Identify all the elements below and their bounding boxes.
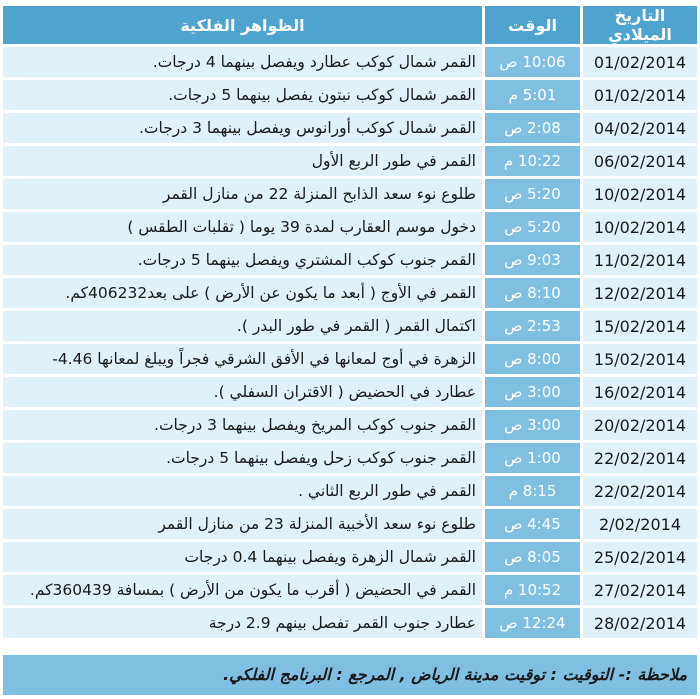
table-row [3,212,697,242]
time-cell: 10:06 ص [485,47,580,77]
table-row [3,410,697,440]
event-cell: طلوع نوء سعد الذابح المنزلة 22 من منازل القمر [3,179,482,209]
table-row [3,608,697,638]
table-row [3,542,697,572]
time-cell: 10:22 م [485,146,580,176]
table-row [3,80,697,110]
table-row [3,47,697,77]
date-cell: 06/02/2014 [583,146,697,176]
date-cell: 27/02/2014 [583,575,697,605]
time-cell: 5:01 م [485,80,580,110]
event-cell: القمر شمال كوكب نبتون يفصل بينهما 5 درجات. [3,80,482,110]
table-row [3,245,697,275]
event-cell: اكتمال القمر ( القمر في طور البدر ). [3,311,482,341]
time-cell: 1:00 ص [485,443,580,473]
event-cell: القمر جنوب كوكب المريخ ويفصل بينهما 3 درجات. [3,410,482,440]
time-cell: 8:15 م [485,476,580,506]
time-cell: 12:24 ص [485,608,580,638]
time-cell: 8:05 ص [485,542,580,572]
event-cell: القمر جنوب كوكب المشتري ويفصل بينهما 5 درجات. [3,245,482,275]
event-cell: عطارد في الحضيض ( الاقتران السفلي ). [3,377,482,407]
date-cell: 04/02/2014 [583,113,697,143]
time-cell: 5:20 ص [485,179,580,209]
table-row [3,179,697,209]
header-row [3,6,697,44]
table-row [3,443,697,473]
time-cell: 4:45 ص [485,509,580,539]
table-row [3,509,697,539]
footnote: ملاحظة :- التوقيت : توقيت مدينة الرياض , المرجع : البرنامج الفلكي. [3,655,697,695]
table-row [3,377,697,407]
time-cell: 10:52 م [485,575,580,605]
date-cell: 16/02/2014 [583,377,697,407]
table-body [3,47,697,638]
table-row [3,476,697,506]
table-row [3,278,697,308]
time-cell: 5:20 ص [485,212,580,242]
date-cell: 22/02/2014 [583,443,697,473]
event-cell: عطارد جنوب القمر تفصل بينهم 2.9 درجة [3,608,482,638]
event-cell: القمر في الأوج ( أبعد ما يكون عن الأرض ) على بعد406232كم. [3,278,482,308]
date-cell: 01/02/2014 [583,80,697,110]
astronomy-events-table [0,3,700,641]
event-cell: دخول موسم العقارب لمدة 39 يوما ( تقلبات الطقس ) [3,212,482,242]
time-cell: 2:08 ص [485,113,580,143]
date-cell: 15/02/2014 [583,311,697,341]
header-event: الظواهر الفلكية [3,6,482,44]
event-cell: القمر في الحضيض ( أقرب ما يكون من الأرض ) بمسافة 360439كم. [3,575,482,605]
time-cell: 8:10 ص [485,278,580,308]
date-cell: 12/02/2014 [583,278,697,308]
table-row [3,344,697,374]
table-row [3,575,697,605]
header-time: الوقت [485,6,580,44]
date-cell: 2/02/2014 [583,509,697,539]
date-cell: 11/02/2014 [583,245,697,275]
header-date: التاريخ الميلادي [583,6,697,44]
date-cell: 28/02/2014 [583,608,697,638]
time-cell: 9:03 ص [485,245,580,275]
event-cell: القمر شمال كوكب عطارد ويفصل بينهما 4 درجات. [3,47,482,77]
table-row [3,146,697,176]
date-cell: 10/02/2014 [583,179,697,209]
date-cell: 20/02/2014 [583,410,697,440]
table-row [3,311,697,341]
date-cell: 01/02/2014 [583,47,697,77]
time-cell: 3:00 ص [485,410,580,440]
date-cell: 15/02/2014 [583,344,697,374]
event-cell: القمر شمال الزهرة ويفصل بينهما 0.4 درجات [3,542,482,572]
date-cell: 22/02/2014 [583,476,697,506]
date-cell: 10/02/2014 [583,212,697,242]
event-cell: القمر شمال كوكب أورانوس ويفصل بينهما 3 درجات. [3,113,482,143]
event-cell: طلوع نوء سعد الأخبية المنزلة 23 من منازل القمر [3,509,482,539]
time-cell: 3:00 ص [485,377,580,407]
date-cell: 25/02/2014 [583,542,697,572]
event-cell: القمر في طور الربع الثاني . [3,476,482,506]
event-cell: القمر جنوب كوكب زحل ويفصل بينهما 5 درجات. [3,443,482,473]
table-row [3,113,697,143]
event-cell: الزهرة في أوج لمعانها في الأفق الشرقي فجراً ويبلغ لمعانها 4.46- [3,344,482,374]
time-cell: 2:53 ص [485,311,580,341]
time-cell: 8:00 ص [485,344,580,374]
event-cell: القمر في طور الربع الأول [3,146,482,176]
